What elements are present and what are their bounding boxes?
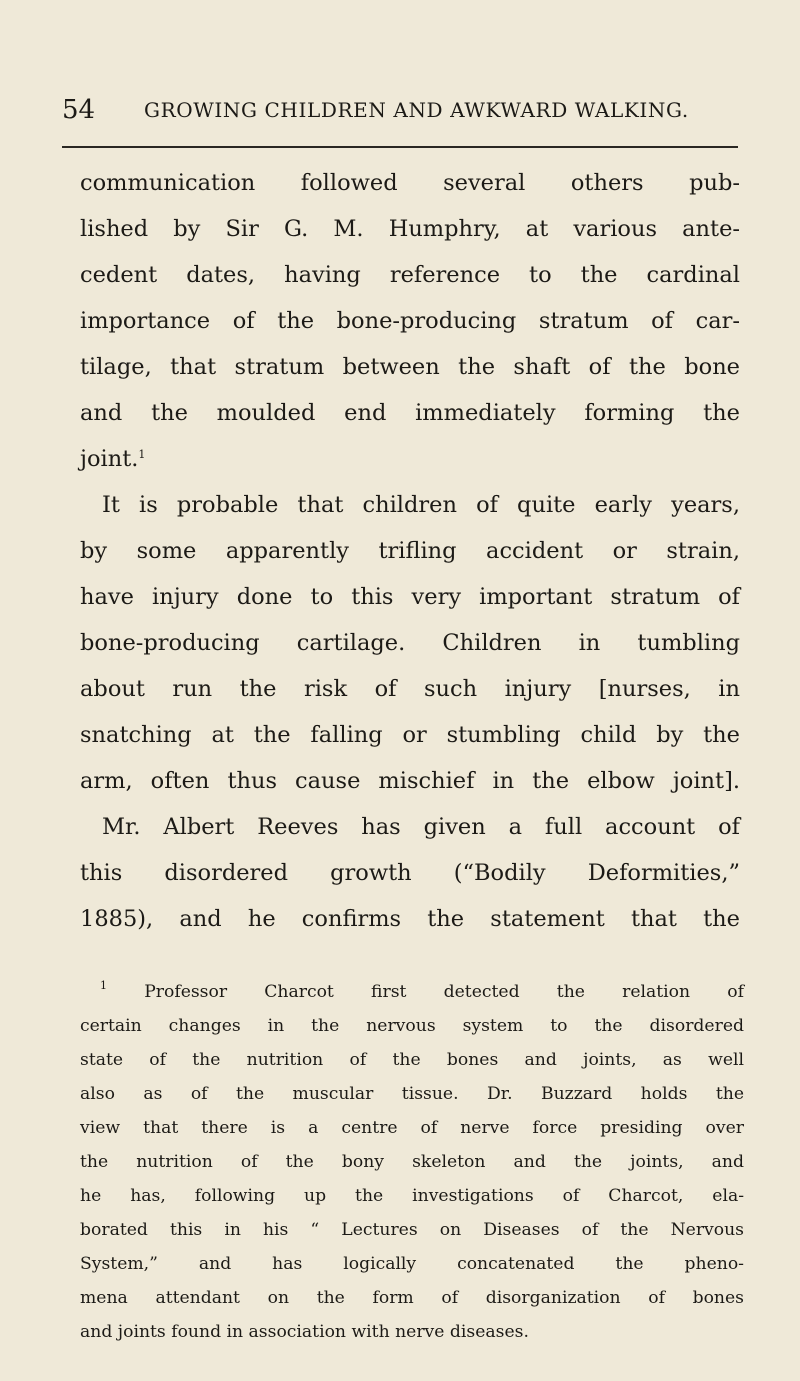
- footnote-line: mena attendant on the form of disorganization of bones: [80, 1288, 744, 1308]
- footnote-line: also as of the muscular tissue. Dr. Buzzard holds the: [80, 1084, 744, 1104]
- body-line: this disordered growth (“Bodily Deformities,”: [80, 860, 740, 886]
- page-header: [62, 92, 746, 128]
- body-text: [80, 160, 740, 942]
- body-line: arm, often thus cause mischief in the elbow joint].: [80, 768, 740, 794]
- footnote-line: view that there is a centre of nerve force presiding over: [80, 1118, 744, 1138]
- footnote-line: certain changes in the nervous system to the disordered: [80, 1016, 744, 1036]
- header-rule: [62, 146, 738, 148]
- running-title: GROWING CHILDREN AND AWKWARD WALKING.: [144, 98, 689, 122]
- body-line: It is probable that children of quite early years,: [102, 492, 740, 518]
- footnote-first-line: [80, 975, 744, 1009]
- body-line-with-note-ref: [80, 436, 740, 482]
- footnote-line: the nutrition of the bony skeleton and the joints, and: [80, 1152, 744, 1172]
- body-line: joint.: [80, 446, 139, 472]
- footnote-line: he has, following up the investigations of Charcot, ela-: [80, 1186, 744, 1206]
- body-line: snatching at the falling or stumbling child by the: [80, 722, 740, 748]
- footnote: [80, 975, 744, 1349]
- body-line: communication followed several others pub-: [80, 170, 740, 196]
- body-line: and the moulded end immediately forming the: [80, 400, 740, 426]
- body-line: have injury done to this very important stratum of: [80, 584, 740, 610]
- body-line: Mr. Albert Reeves has given a full account of: [102, 814, 740, 840]
- body-line: bone-producing cartilage. Children in tumbling: [80, 630, 740, 656]
- footnote-line: and joints found in association with nerve diseases.: [80, 1322, 529, 1342]
- footnote-line: borated this in his “ Lectures on Diseases of the Nervous: [80, 1220, 744, 1240]
- body-line: by some apparently trifling accident or strain,: [80, 538, 740, 564]
- body-line: cedent dates, having reference to the cardinal: [80, 262, 740, 288]
- body-line: about run the risk of such injury [nurses, in: [80, 676, 740, 702]
- footnote-reference: 1: [138, 448, 146, 461]
- footnote-line: Professor Charcot first detected the relation of: [144, 982, 744, 1002]
- page-number: 54: [62, 95, 96, 125]
- body-line: tilage, that stratum between the shaft of the bone: [80, 354, 740, 380]
- footnote-line: state of the nutrition of the bones and joints, as well: [80, 1050, 744, 1070]
- body-line: importance of the bone-producing stratum of car-: [80, 308, 740, 334]
- body-line: 1885), and he confirms the statement that the: [80, 906, 740, 932]
- footnote-marker: 1: [100, 979, 107, 992]
- body-line: lished by Sir G. M. Humphry, at various ante-: [80, 216, 740, 242]
- footnote-line: System,” and has logically concatenated the pheno-: [80, 1254, 744, 1274]
